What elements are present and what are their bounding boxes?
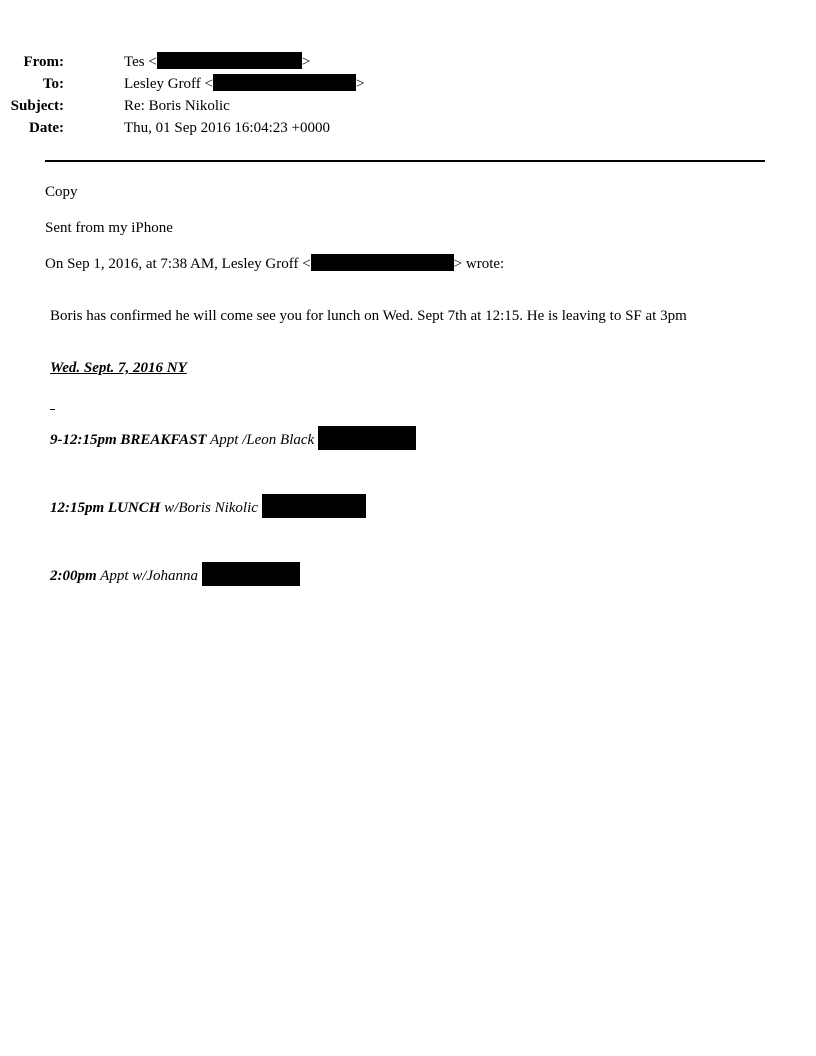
from-name: Tes <	[124, 54, 157, 70]
redaction-box	[262, 494, 366, 518]
confirmation-text: Boris has confirmed he will come see you for lunch on Wed. Sept 7th at 12:15. He is leaving to SF at 3pm	[50, 308, 687, 324]
schedule-item-appt	[50, 562, 300, 586]
stray-mark	[50, 409, 55, 410]
schedule-time: 12:15pm LUNCH	[50, 500, 161, 516]
redaction-box	[157, 52, 302, 69]
schedule-detail: w/Boris Nikolic	[160, 500, 262, 516]
redaction-box	[202, 562, 300, 586]
to-label: To:	[42, 76, 64, 92]
date-label: Date:	[29, 120, 64, 136]
sent-from-text: Sent from my iPhone	[45, 220, 173, 236]
to-row	[0, 74, 760, 94]
redaction-box	[213, 74, 356, 91]
copy-text: Copy	[45, 184, 78, 200]
header-divider	[45, 160, 765, 162]
schedule-time: 2:00pm	[50, 568, 97, 584]
quote-intro-end: > wrote:	[453, 256, 505, 272]
date-value: Thu, 01 Sep 2016 16:04:23 +0000	[124, 120, 330, 136]
date-row	[0, 118, 760, 138]
schedule-detail: Appt /Leon Black	[206, 432, 318, 448]
from-label: From:	[23, 54, 64, 70]
from-row	[0, 52, 760, 72]
to-value	[124, 74, 364, 94]
redaction-box	[318, 426, 416, 450]
schedule-item-lunch	[50, 494, 366, 518]
to-name: Lesley Groff <	[124, 76, 213, 92]
schedule-detail: Appt w/Johanna	[96, 568, 202, 584]
subject-value: Re: Boris Nikolic	[124, 98, 230, 114]
quote-intro	[45, 254, 504, 274]
schedule-heading: Wed. Sept. 7, 2016 NY	[50, 360, 187, 376]
subject-row	[0, 96, 760, 116]
subject-label: Subject:	[10, 98, 64, 114]
schedule-item-breakfast	[50, 426, 416, 450]
schedule-time: 9-12:15pm BREAKFAST	[50, 432, 207, 448]
quote-intro-start: On Sep 1, 2016, at 7:38 AM, Lesley Groff <	[45, 256, 311, 272]
from-end: >	[301, 54, 311, 70]
from-value	[124, 52, 310, 72]
redaction-box	[311, 254, 454, 271]
to-end: >	[356, 76, 365, 92]
